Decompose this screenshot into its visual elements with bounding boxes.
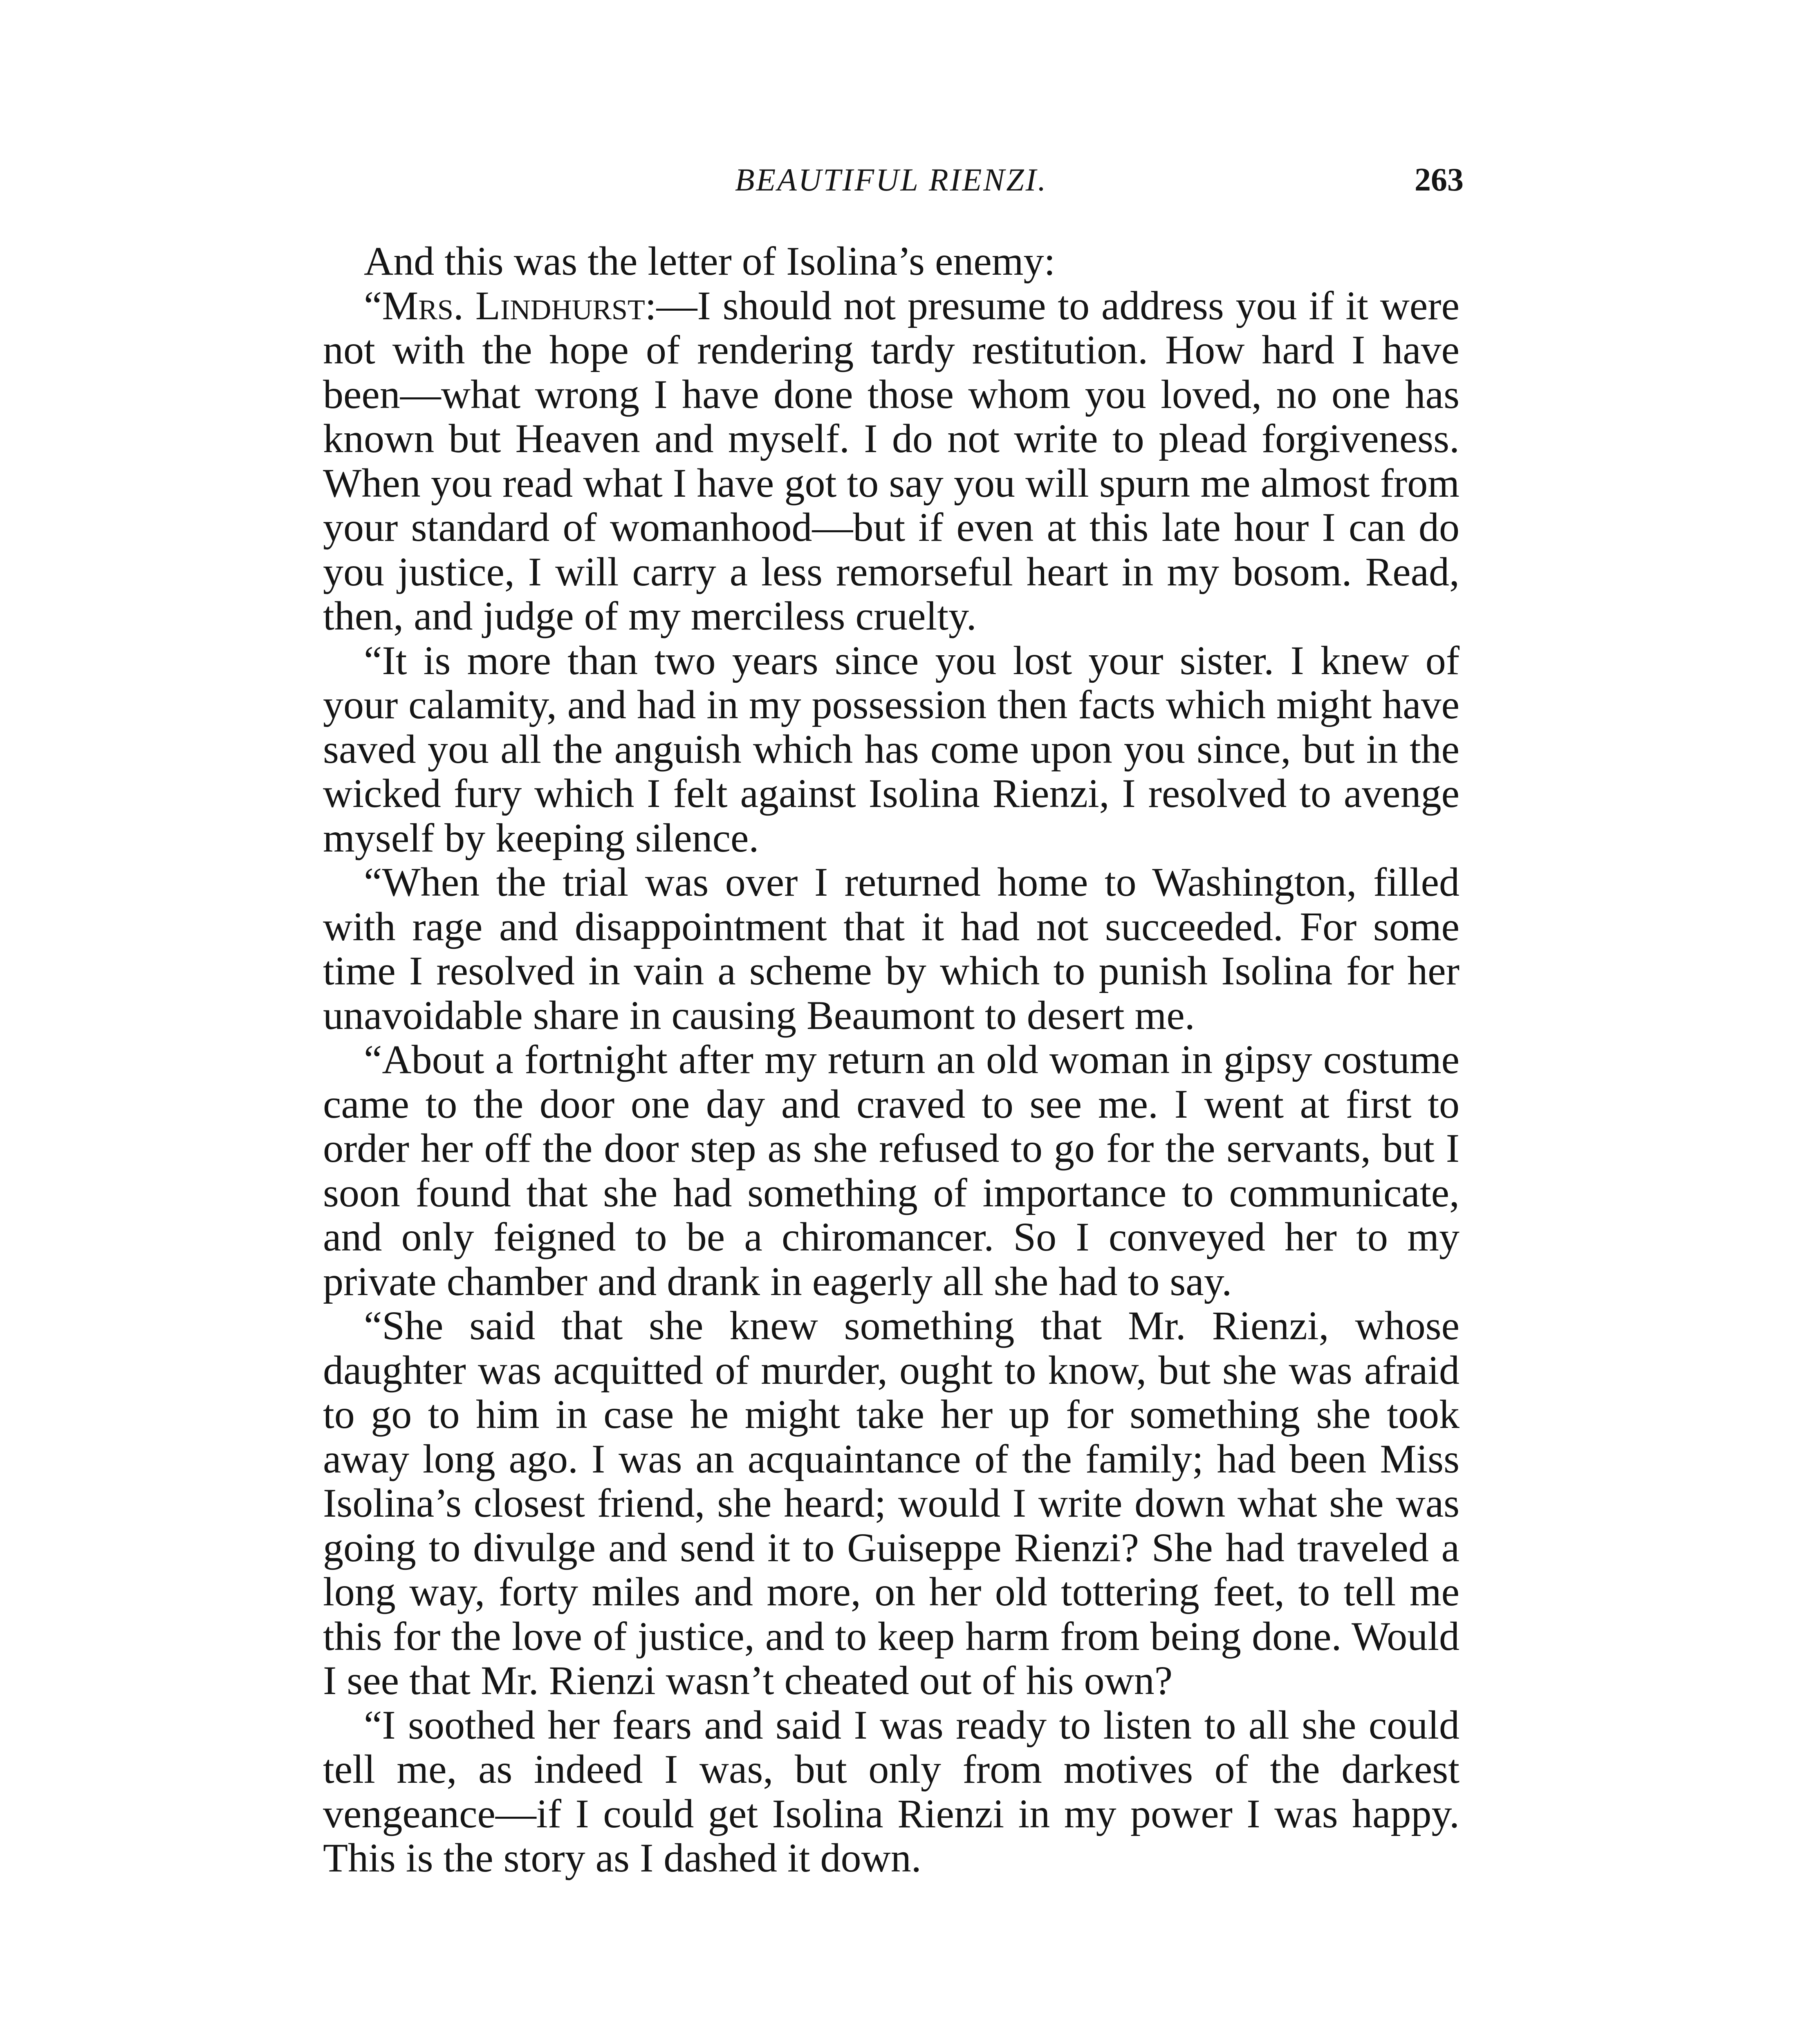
paragraph-6: “I soothed her fears and said I was ready to listen to all she could tell me, as indeed I was, but only from motives of the darkest vengeance—if I could get Isolina Rienzi in my power I was happy. This is the story as I dashed it down. [323,1702,1459,1880]
paragraph-3: “When the trial was over I returned home to Washington, filled with rage and disappointment that it had not succeeded. For some time I resolved in vain a scheme by which to punish Isolina for her unavoidable share in causing Beaumont to desert me. [323,859,1459,1038]
letter-first-paragraph [323,284,1459,639]
paragraph-4: “About a fortnight after my return an old woman in gipsy costume came to the door one day and craved to see me. I went at first to order her off the door step as she refused to go for the servants, but I soon found that she had something of importance to communicate, and only feigned to be a chiromancer. So I conveyed her to my private chamber and drank in eagerly all she had to say. [323,1037,1459,1304]
intro-paragraph: And this was the letter of Isolina’s enemy: [364,238,1056,284]
running-head [323,161,1464,211]
running-title: BEAUTIFUL RIENZI. [735,162,1048,197]
page-number: 263 [1415,162,1464,198]
paragraph-2: “It is more than two years since you lost your sister. I knew of your calamity, and had in my possession then facts which might have saved you all the anguish which has come upon you since, but in the wicked fury which I felt against Isolina Rienzi, I resolved to avenge myself by keeping silence. [323,637,1459,861]
paragraph-5: “She said that she knew something that Mr. Rienzi, whose daughter was acquitted of murder, ought to know, but she was afraid to go to him in case he might take her up for something she took away long ago. I was an acquaintance of the family; had been Miss Isolina’s closest friend, she heard; would I write down what she was going to divulge and send it to Guiseppe Rienzi? She had traveled a long way, forty miles and more, on her old tottering feet, to tell me this for the love of justice, and to keep harm from being done. Would I see that Mr. Rienzi wasn’t cheated out of his own? [323,1303,1459,1703]
letter-first-text: —I should not presume to address you if it were not with the hope of rendering tardy restitution. How hard I have been—what wrong I have done those whom you loved, no one has known but Heaven and myself. I do not write to plead forgiveness. When you read what I have got to say you will spurn me almost from your standard of womanhood—but if even at this late hour I can do you justice, I will carry a less remorseful heart in my bosom. Read, then, and judge of my merciless cruelty. [323,282,1459,639]
letter-salutation: Mrs. Lindhurst: [382,282,657,328]
body-text [323,239,1459,1880]
open-quote: “ [364,282,382,328]
